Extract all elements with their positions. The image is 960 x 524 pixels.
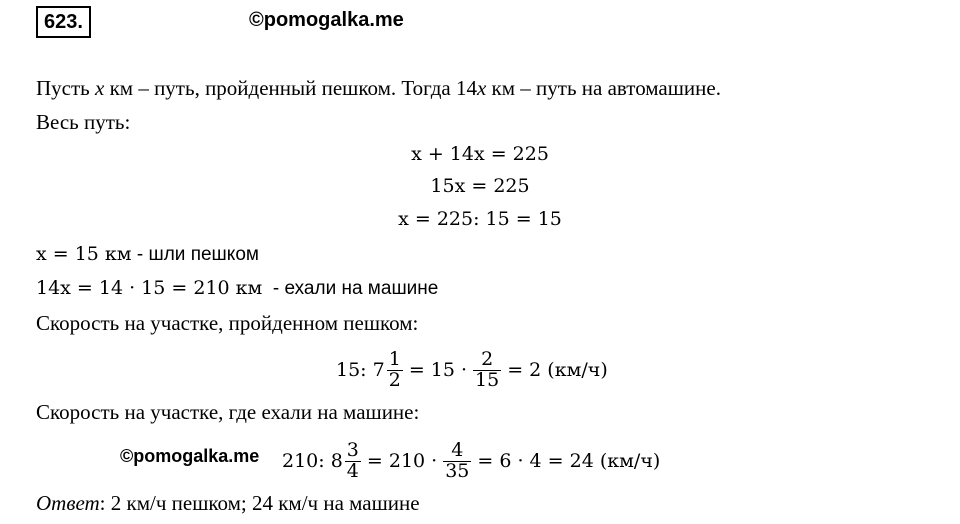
- speed-walk-equation: [336, 342, 608, 398]
- speed-drive-equation: [282, 432, 660, 490]
- speed-drive-frac1-num: 3: [346, 438, 359, 461]
- equation-2: 15x = 225: [430, 175, 530, 197]
- intro-line: [36, 76, 721, 101]
- walk-result-math: x = 15 км: [36, 243, 132, 265]
- speed-drive-fraction-2: [443, 438, 471, 482]
- whole-path-label: Весь путь:: [36, 110, 131, 134]
- intro-var-x: x: [95, 76, 105, 100]
- speed-walk-frac1-den: 2: [388, 368, 401, 391]
- speed-drive-frac2-den: 35: [445, 459, 470, 482]
- drive-result-text: - ехали на машине: [262, 278, 439, 299]
- speed-walk-post: = 2 (км/ч): [507, 359, 608, 381]
- speed-walk-pre: 15: 7: [336, 359, 385, 381]
- intro-text-a: Пусть: [36, 76, 95, 100]
- speed-walk-fraction-2: [473, 347, 501, 391]
- speed-drive-pre: 210: 8: [282, 450, 343, 472]
- intro-text-c: км – путь на автомашине.: [486, 76, 721, 100]
- speed-drive-frac2-num: 4: [451, 438, 464, 461]
- speed-drive-label: Скорость на участке, где ехали на машине:: [36, 400, 420, 424]
- speed-walk-frac2-num: 2: [481, 347, 494, 370]
- speed-drive-frac1-den: 4: [346, 459, 359, 482]
- intro-var-x2: x: [476, 76, 487, 100]
- answer-text: : 2 км/ч пешком; 24 км/ч на машине: [99, 491, 420, 515]
- drive-result: [36, 277, 438, 300]
- speed-walk-mid: = 15 ·: [408, 359, 468, 381]
- speed-walk-fraction-1: [387, 347, 403, 391]
- watermark-bottom: ©pomogalka.me: [120, 446, 260, 466]
- speed-drive-fraction-1: [345, 438, 361, 482]
- speed-walk-frac2-den: 15: [475, 368, 500, 391]
- problem-number: 623.: [36, 6, 91, 38]
- speed-drive-post: = 6 · 4 = 24 (км/ч): [477, 450, 661, 472]
- equation-3: x = 225: 15 = 15: [398, 208, 562, 230]
- walk-result-text: - шли пешком: [131, 244, 259, 265]
- speed-walk-frac1-num: 1: [388, 347, 401, 370]
- equation-1: x + 14x = 225: [411, 143, 549, 165]
- answer-label: Ответ: [36, 491, 100, 515]
- watermark-top: ©pomogalka.me: [249, 9, 404, 31]
- speed-drive-mid: = 210 ·: [366, 450, 438, 472]
- drive-result-math: 14x = 14 · 15 = 210 км: [36, 277, 263, 299]
- speed-walk-label: Скорость на участке, пройденном пешком:: [36, 311, 419, 335]
- walk-result: [36, 243, 259, 266]
- intro-text-b: км – путь, пройденный пешком. Тогда 14: [104, 76, 477, 100]
- answer-line: [36, 491, 420, 516]
